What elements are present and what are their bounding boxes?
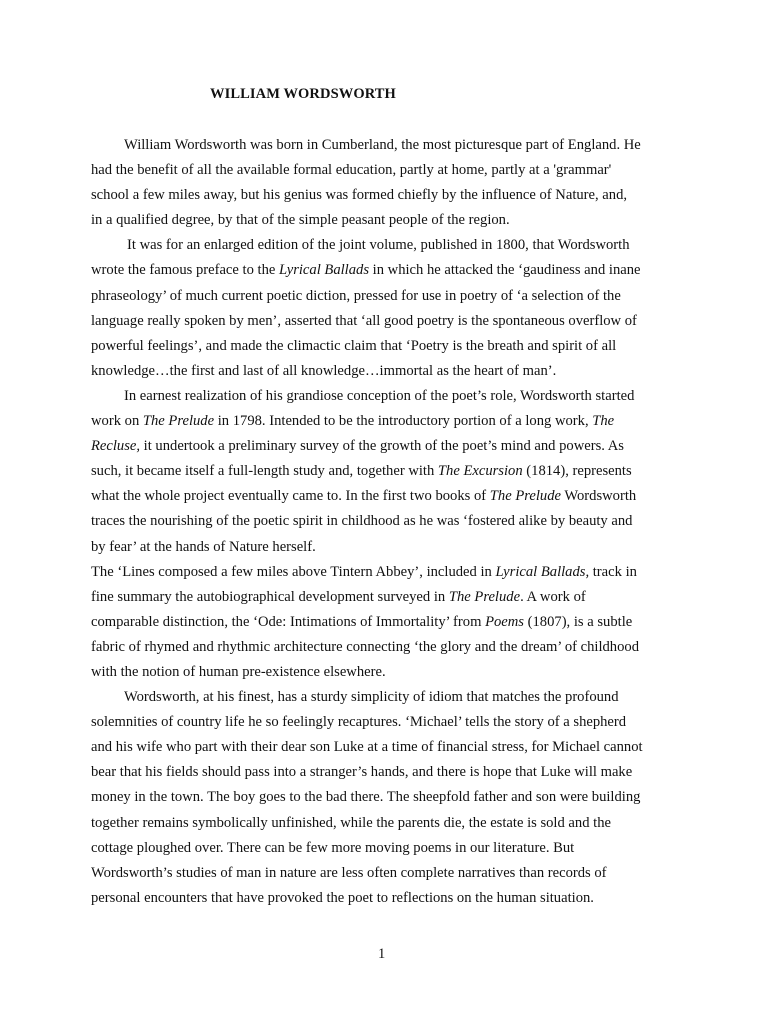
text-line <box>91 509 691 534</box>
page-number: 1 <box>378 946 386 962</box>
text-segment: in a qualified degree, by that of the simple peasant people of the region. <box>91 212 510 229</box>
text-segment: cottage ploughed over. There can be few more moving poems in our literature. But <box>91 839 575 856</box>
italic-title-text: The Prelude <box>448 588 521 605</box>
text-segment: fine summary the autobiographical development surveyed in <box>91 588 449 605</box>
text-segment: In earnest realization of his grandiose conception of the poet’s role, Wordsworth started <box>124 387 635 404</box>
text-line <box>91 886 691 911</box>
text-segment: language really spoken by men’, asserted that ‘all good poetry is the spontaneous overflow of <box>91 312 637 329</box>
text-line <box>91 635 691 660</box>
text-line <box>91 685 691 710</box>
text-segment: solemnities of country life he so feelingly recaptures. ‘Michael’ tells the story of a shepherd <box>91 714 627 731</box>
text-segment: in 1798. Intended to be the introductory portion of a long work, <box>214 413 593 430</box>
italic-title-text: Poems <box>485 613 524 630</box>
text-line <box>91 359 691 384</box>
text-segment: with the notion of human pre-existence elsewhere. <box>91 663 386 680</box>
text-line <box>91 334 691 359</box>
text-line <box>91 284 691 309</box>
text-segment: and his wife who part with their dear son Luke at a time of financial stress, for Michael cannot <box>91 739 643 756</box>
text-segment: track in <box>589 563 637 580</box>
text-line <box>91 535 691 560</box>
text-line <box>91 710 691 735</box>
text-segment: such, it became itself a full-length study and, together with <box>91 463 438 480</box>
text-line <box>91 183 691 208</box>
text-segment: Wordsworth, at his finest, has a sturdy simplicity of idiom that matches the profound <box>124 689 619 706</box>
text-segment: money in the town. The boy goes to the bad there. The sheepfold father and son were building <box>91 789 641 806</box>
text-line <box>91 233 691 258</box>
text-line <box>91 384 691 409</box>
italic-title-text: The Excursion <box>437 463 523 480</box>
text-segment: comparable distinction, the ‘Ode: Intimations of Immortality’ from <box>91 613 486 630</box>
italic-title-text: The Prelude <box>142 413 215 430</box>
text-segment: phraseology’ of much current poetic diction, pressed for use in poetry of ‘a selection of the <box>91 287 621 304</box>
text-segment: traces the nourishing of the poetic spirit in childhood as he was ‘fostered alike by beauty and <box>91 513 633 530</box>
text-line <box>91 861 691 886</box>
text-segment: (1814), represents <box>522 463 632 480</box>
italic-title-text: Lyrical Ballads <box>279 262 369 279</box>
text-line <box>91 309 691 334</box>
text-segment: Wordsworth <box>561 488 637 505</box>
body-text <box>91 133 691 911</box>
text-segment: knowledge…the first and last of all knowledge…immortal as the heart of man’. <box>91 362 557 379</box>
text-line <box>91 735 691 760</box>
text-line <box>91 459 691 484</box>
text-segment: wrote the famous preface to the <box>91 262 280 279</box>
text-segment: . A work of <box>520 588 586 605</box>
text-line <box>91 585 691 610</box>
text-line <box>91 811 691 836</box>
text-line <box>91 434 691 459</box>
italic-title-text: The Prelude <box>489 488 561 505</box>
text-line <box>91 133 691 158</box>
text-line <box>91 560 691 585</box>
text-line <box>91 660 691 685</box>
page-title: WILLIAM WORDSWORTH <box>210 86 396 102</box>
text-segment: in which he attacked the ‘gaudiness and inane <box>369 262 641 279</box>
italic-title-text: Recluse, <box>91 438 141 455</box>
text-segment: school a few miles away, but his genius was formed chiefly by the influence of Nature, and, <box>91 187 628 204</box>
text-segment: personal encounters that have provoked the poet to reflections on the human situation. <box>91 889 594 906</box>
text-line <box>91 785 691 810</box>
text-segment: It was for an enlarged edition of the joint volume, published in 1800, that Wordsworth <box>127 237 630 254</box>
text-line <box>91 484 691 509</box>
text-line <box>91 258 691 283</box>
italic-title-text: The <box>592 413 615 430</box>
text-segment: bear that his fields should pass into a stranger’s hands, and there is hope that Luke will make <box>91 764 633 781</box>
text-line <box>91 409 691 434</box>
text-segment: fabric of rhymed and rhythmic architecture connecting ‘the glory and the dream’ of childhood <box>91 638 639 655</box>
text-segment: had the benefit of all the available formal education, partly at home, partly at a 'grammar' <box>91 162 612 179</box>
text-line <box>91 208 691 233</box>
text-segment: work on <box>91 413 143 430</box>
text-segment: William Wordsworth was born in Cumberland, the most picturesque part of England. He <box>124 137 641 153</box>
text-segment: together remains symbolically unfinished, while the parents die, the estate is sold and the <box>91 814 611 831</box>
text-line <box>91 158 691 183</box>
text-segment: what the whole project eventually came to. In the first two books of <box>91 488 490 505</box>
text-segment: by fear’ at the hands of Nature herself. <box>91 538 316 555</box>
text-segment: powerful feelings’, and made the climactic claim that ‘Poetry is the breath and spirit of all <box>91 337 617 354</box>
text-line <box>91 760 691 785</box>
text-line <box>91 836 691 861</box>
italic-title-text: Lyrical Ballads, <box>495 563 590 580</box>
text-segment: (1807), is a subtle <box>524 613 633 630</box>
text-line <box>91 610 691 635</box>
text-segment: it undertook a preliminary survey of the growth of the poet’s mind and powers. As <box>140 438 624 455</box>
text-segment: Wordsworth’s studies of man in nature are less often complete narratives than records of <box>91 864 607 881</box>
text-segment: The ‘Lines composed a few miles above Tintern Abbey’, included in <box>91 563 496 580</box>
